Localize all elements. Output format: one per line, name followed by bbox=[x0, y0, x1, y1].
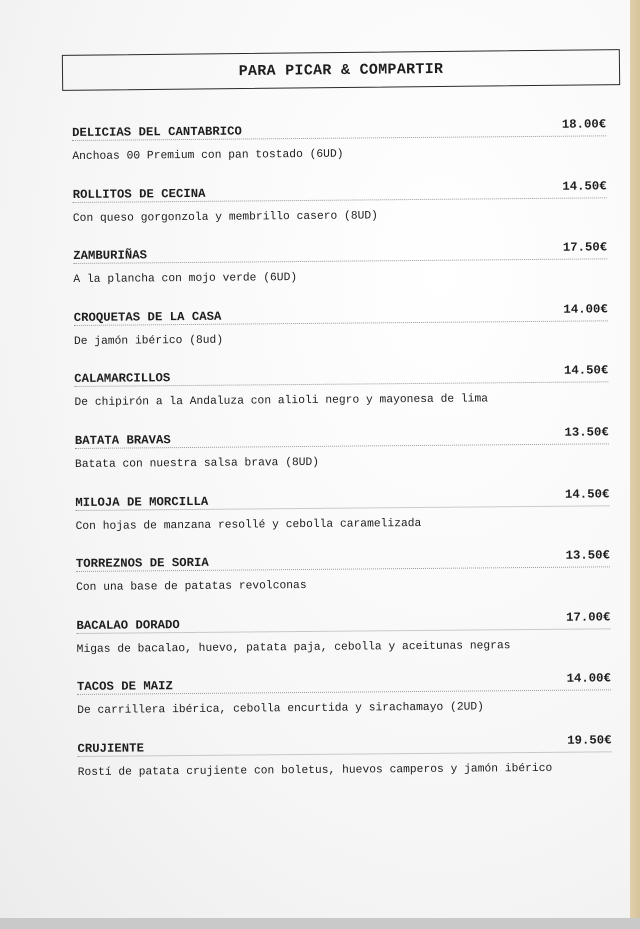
menu-item-name: CROQUETAS DE LA CASA bbox=[73, 309, 222, 325]
menu-item-name: ZAMBURIÑAS bbox=[73, 248, 148, 264]
menu-item-price: 13.50€ bbox=[564, 425, 609, 440]
menu-item-description: Con queso gorgonzola y membrillo casero (8UD) bbox=[72, 209, 378, 225]
menu-item-description: Con una base de patatas revolconas bbox=[76, 580, 307, 595]
menu-item-price: 17.00€ bbox=[566, 610, 611, 625]
section-title: PARA PICAR & COMPARTIR bbox=[238, 60, 444, 80]
menu-item-header bbox=[77, 729, 611, 757]
menu-item-header bbox=[72, 113, 606, 141]
menu-item-name: CRUJIENTE bbox=[77, 741, 144, 756]
menu-item-description: Batata con nuestra salsa brava (8UD) bbox=[74, 456, 320, 471]
section-title-box bbox=[62, 49, 620, 91]
menu-item-description: Rostí de patata crujiente con boletus, huevos camperos y jamón ibérico bbox=[77, 762, 553, 779]
menu-item-header bbox=[74, 298, 608, 326]
menu-item bbox=[73, 175, 608, 241]
menu-item-name: TORREZNOS DE SORIA bbox=[75, 555, 209, 572]
menu-item-description: De jamón ibérico (8ud) bbox=[73, 334, 224, 348]
menu-item bbox=[74, 298, 609, 364]
menu-item-price: 13.50€ bbox=[565, 548, 610, 563]
menu-item-header bbox=[75, 483, 609, 511]
menu-item bbox=[73, 237, 608, 303]
table-surface bbox=[0, 918, 640, 929]
menu-item-name: DELICIAS DEL CANTABRICO bbox=[72, 124, 242, 140]
menu-item bbox=[76, 544, 611, 610]
menu-item-name: TACOS DE MAIZ bbox=[76, 679, 173, 695]
menu-item bbox=[72, 113, 607, 179]
menu-item-price: 19.50€ bbox=[567, 733, 612, 748]
menu-item-name: BATATA BRAVAS bbox=[74, 433, 171, 448]
menu-item-header bbox=[73, 237, 607, 265]
menu-item-name: BACALAO DORADO bbox=[76, 617, 180, 633]
menu-item-header bbox=[76, 606, 610, 634]
menu-item-description: Con hojas de manzana resollé y cebolla caramelizada bbox=[75, 517, 422, 533]
menu-item-price: 14.50€ bbox=[562, 178, 607, 194]
menu-item-price: 14.00€ bbox=[563, 302, 608, 317]
menu-item bbox=[75, 421, 610, 487]
menu-item bbox=[77, 668, 612, 734]
menu-item-price: 14.00€ bbox=[566, 671, 611, 687]
menu-item-description: De carrillera ibérica, cebolla encurtida y sirachamayo (2UD) bbox=[77, 701, 484, 718]
menu-item-name: MILOJA DE MORCILLA bbox=[75, 494, 209, 510]
menu-item-price: 14.50€ bbox=[564, 486, 610, 502]
menu-item-description: Anchoas 00 Premium con pan tostado (6UD) bbox=[72, 148, 344, 163]
menu-item-header bbox=[77, 668, 611, 696]
menu-item-description: Migas de bacalao, huevo, patata paja, cebolla y aceitunas negras bbox=[76, 639, 511, 656]
menu-item-description: A la plancha con mojo verde (6UD) bbox=[73, 272, 298, 287]
menu-items-list bbox=[72, 113, 612, 795]
menu-item-description: De chipirón a la Andaluza con alioli negro y mayonesa de lima bbox=[74, 393, 489, 410]
menu-item-name: ROLLITOS DE CECINA bbox=[72, 186, 206, 202]
menu-item bbox=[74, 360, 609, 426]
menu-item-header bbox=[74, 360, 608, 388]
menu-item-name: CALAMARCILLOS bbox=[74, 371, 171, 387]
menu-item-price: 17.50€ bbox=[562, 240, 608, 255]
menu-item-header bbox=[73, 175, 607, 203]
menu-item-price: 14.50€ bbox=[563, 363, 609, 379]
menu-item bbox=[77, 729, 612, 795]
menu-item-price: 18.00€ bbox=[561, 117, 607, 132]
menu-item-header bbox=[75, 421, 609, 449]
menu-item-header bbox=[76, 544, 610, 572]
menu-item bbox=[75, 483, 610, 549]
menu-item bbox=[76, 606, 611, 672]
